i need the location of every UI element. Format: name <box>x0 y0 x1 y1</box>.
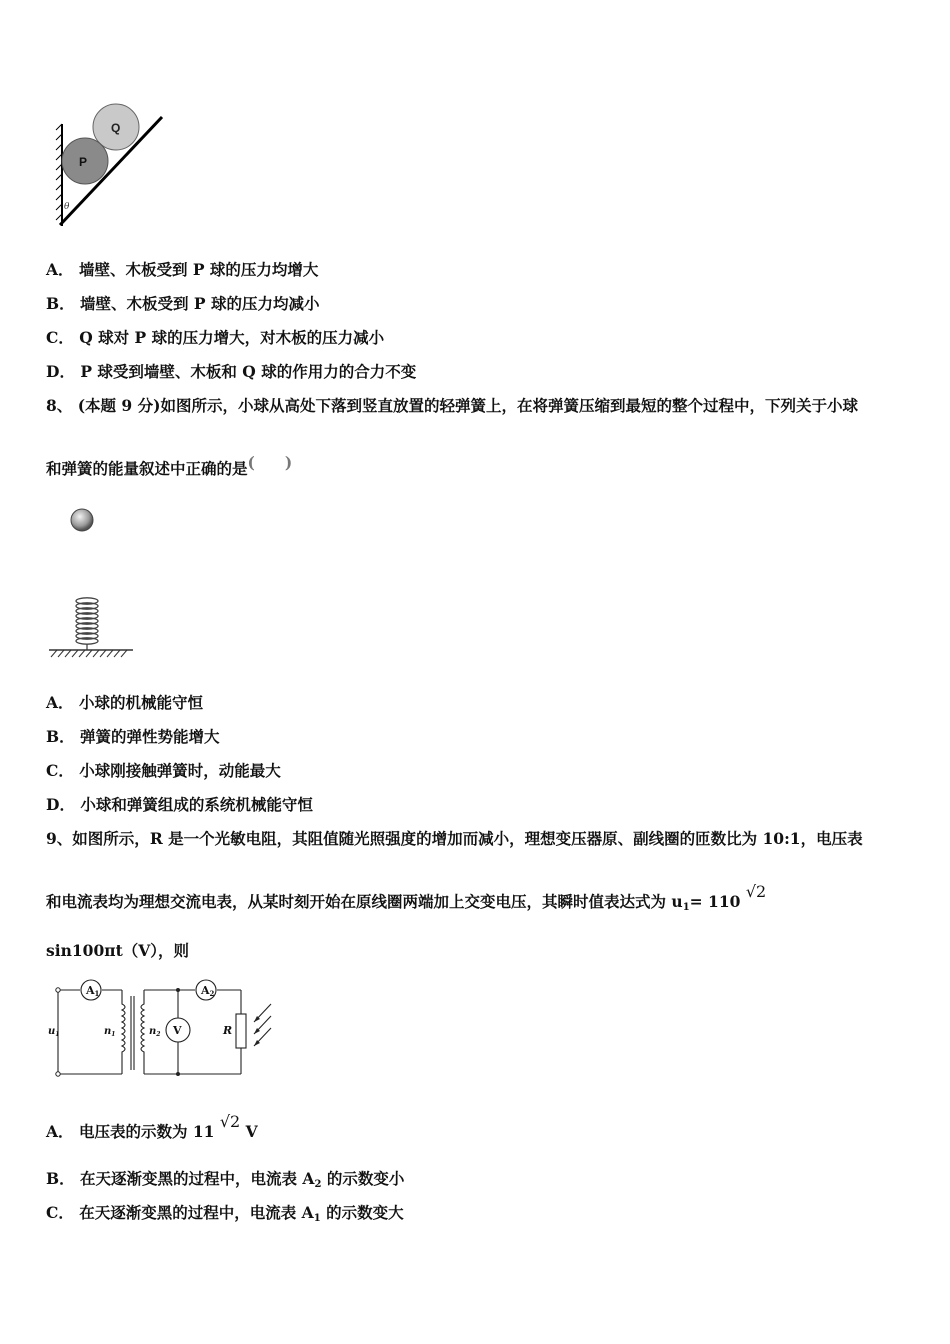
u1-label: $u_1$ <box>48 1026 60 1038</box>
q8-option-c: C． 小球刚接触弹簧时，动能最大 <box>46 761 281 780</box>
q7-figure <box>52 98 167 230</box>
ammeter-a2-label: A2 <box>201 984 215 998</box>
falling-ball <box>71 509 93 531</box>
spring <box>76 598 98 650</box>
q8-option-b: B． 弹簧的弹性势能增大 <box>46 727 220 746</box>
resistor-r-label: R <box>223 1024 233 1037</box>
n1-label: $n_1$ <box>104 1026 116 1038</box>
q9-option-a: A． 电压表的示数为 11 √2 V <box>46 1112 258 1141</box>
q7-option-a: A． 墙壁、木板受到 P 球的压力均增大 <box>46 260 319 279</box>
q8-stem-line1: 8、 (本题 9 分)如图所示，小球从高处下落到竖直放置的轻弹簧上，在将弹簧压缩到最短的整个过程中，下列关于小球 <box>46 396 858 415</box>
ground <box>49 650 133 657</box>
q7-option-c: C． Q 球对 P 球的压力增大，对木板的压力减小 <box>46 328 385 347</box>
q8-option-a: A． 小球的机械能守恒 <box>46 693 203 712</box>
q9-option-c: C． 在天逐渐变黑的过程中，电流表 $A_1$ 的示数变大 <box>46 1203 404 1224</box>
n2-label: $n_2$ <box>149 1026 161 1038</box>
label-theta: θ <box>64 202 70 212</box>
voltmeter-label: V <box>173 1024 182 1037</box>
q7-option-d: D． P 球受到墙壁、木板和 Q 球的作用力的合力不变 <box>46 362 417 381</box>
q7-option-b: B． 墙壁、木板受到 P 球的压力均减小 <box>46 294 320 313</box>
sqrt2: √2 <box>745 882 767 901</box>
q9-stem-line3: sin100πt（V），则 <box>46 941 190 960</box>
sqrt2-option-a: √2 <box>219 1112 241 1131</box>
q8-stem-line2: 和弹簧的能量叙述中正确的是( ) <box>46 453 293 478</box>
q9-stem-line1: 9、如图所示，R 是一个光敏电阻，其阻值随光照强度的增加而减小，理想变压器原、副线圈的匝数比为 10:1，电压表 <box>46 829 863 848</box>
label-q: Q <box>111 121 121 135</box>
q8-option-d: D． 小球和弹簧组成的系统机械能守恒 <box>46 795 313 814</box>
q9-option-b: B． 在天逐渐变黑的过程中，电流表 $A_2$ 的示数变小 <box>46 1169 405 1190</box>
wall <box>56 124 62 226</box>
label-p: P <box>79 155 88 169</box>
q9-stem-line2: 和电流表均为理想交流电表，从某时刻开始在原线圈两端加上交变电压，其瞬时值表达式为 $u_1= 110$ √2 <box>46 882 767 913</box>
answer-paren-close: ) <box>284 453 293 472</box>
answer-paren-open: ( <box>247 453 255 472</box>
ammeter-a1-label: A1 <box>86 984 100 998</box>
q8-figure <box>46 504 138 664</box>
q9-circuit-figure <box>46 974 276 1080</box>
